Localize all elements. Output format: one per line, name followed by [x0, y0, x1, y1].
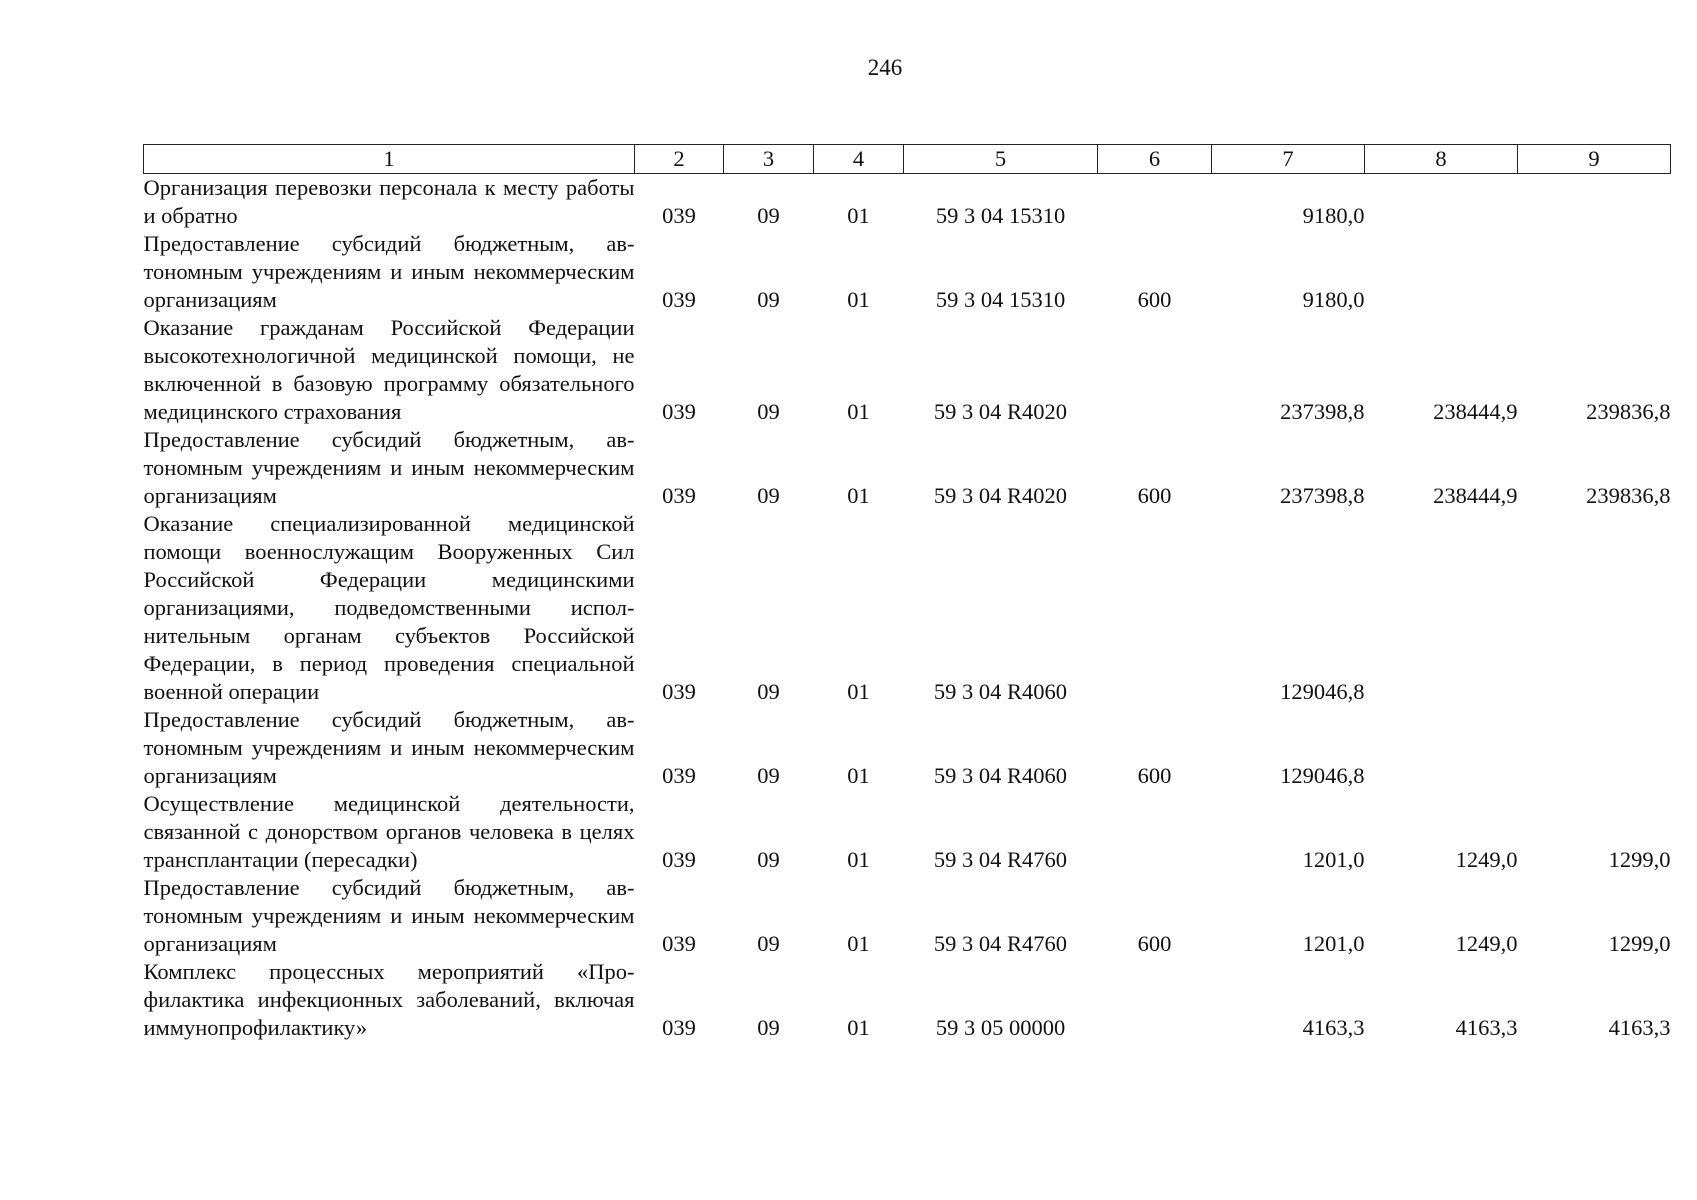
column-header-9: 9: [1518, 145, 1671, 174]
budget-table: [143, 144, 1671, 1042]
amount-year3-cell: [1518, 706, 1671, 790]
row-name-cell: Комплекс процессных мероприятий «Профилактика инфекционных заболеваний, включая иммунопрофилактику»: [143, 959, 635, 1040]
row-name-cell: Оказание специализированной медицинской помощи военнослужащим Вооруженных Сил Российской Федерации медицинскими организациями, подведомственными исполнительным органам субъектов Российской Федерации, в период проведения специальной военной операции: [143, 511, 635, 704]
amount-year2-cell: [1365, 510, 1518, 706]
section-code-cell: 09: [757, 847, 780, 872]
target-article-cell: 59 3 04 R4020: [933, 399, 1068, 424]
expense-type-cell: [1098, 174, 1212, 231]
amount-year2-cell: [1365, 230, 1518, 314]
amount-year3-cell: [1518, 174, 1671, 231]
subsection-code-cell: 01: [847, 203, 870, 228]
target-article-cell: 59 3 04 R4060: [933, 679, 1068, 704]
column-header-3: 3: [724, 145, 814, 174]
amount-year2-cell: 4163,3: [1455, 1015, 1518, 1040]
table-body: [144, 174, 1671, 1043]
table-row: [144, 510, 1671, 706]
subsection-code-cell: 01: [847, 1015, 870, 1040]
admin-code-cell: 039: [662, 483, 696, 508]
expense-type-cell: 600: [1137, 287, 1172, 312]
subsection-code-cell: 01: [847, 287, 870, 312]
column-header-4: 4: [814, 145, 904, 174]
amount-year2-cell: 238444,9: [1433, 483, 1518, 508]
section-code-cell: 09: [757, 203, 780, 228]
row-name-cell: Предоставление субсидий бюджетным, автономным учреждениям и иным некоммерческим организациям: [143, 231, 635, 312]
amount-year2-cell: [1365, 706, 1518, 790]
amount-year3-cell: [1518, 230, 1671, 314]
section-code-cell: 09: [757, 483, 780, 508]
expense-type-cell: [1098, 958, 1212, 1042]
amount-year2-cell: 238444,9: [1433, 399, 1518, 424]
subsection-code-cell: 01: [847, 847, 870, 872]
admin-code-cell: 039: [662, 203, 696, 228]
target-article-cell: 59 3 04 R4760: [933, 847, 1068, 872]
row-name-cell: Предоставление субсидий бюджетным, автономным учреждениям и иным некоммерческим организациям: [143, 427, 635, 508]
row-name-cell: Организация перевозки персонала к месту работы и обратно: [143, 175, 635, 228]
row-name-cell: Предоставление субсидий бюджетным, автономным учреждениям и иным некоммерческим организациям: [143, 875, 635, 956]
table-row: [144, 874, 1671, 958]
page-number: 246: [867, 55, 903, 80]
expense-type-cell: 600: [1137, 931, 1172, 956]
expense-type-cell: [1098, 314, 1212, 426]
amount-year2-cell: 1249,0: [1455, 847, 1518, 872]
amount-year3-cell: 239836,8: [1586, 483, 1671, 508]
row-name-cell: Оказание гражданам Российской Федерации высокотехнологичной медицинской помощи, не включенной в базовую программу обязательного медицинского страхования: [143, 315, 635, 424]
subsection-code-cell: 01: [847, 763, 870, 788]
subsection-code-cell: 01: [847, 483, 870, 508]
amount-year1-cell: 9180,0: [1302, 203, 1365, 228]
target-article-cell: 59 3 04 R4060: [933, 763, 1068, 788]
expense-type-cell: 600: [1137, 483, 1172, 508]
row-name-cell: Осуществление медицинской деятельности, связанной с донорством органов человека в целях трансплантации (пересадки): [143, 791, 635, 872]
table-row: [144, 174, 1671, 231]
column-header-5: 5: [904, 145, 1098, 174]
expense-type-cell: 600: [1137, 763, 1172, 788]
table-row: [144, 426, 1671, 510]
admin-code-cell: 039: [662, 399, 696, 424]
amount-year1-cell: 237398,8: [1280, 483, 1365, 508]
amount-year3-cell: 1299,0: [1608, 931, 1671, 956]
table-row: [144, 790, 1671, 874]
subsection-code-cell: 01: [847, 931, 870, 956]
table-row: [144, 958, 1671, 1042]
subsection-code-cell: 01: [847, 399, 870, 424]
amount-year1-cell: 4163,3: [1302, 1015, 1365, 1040]
column-header-6: 6: [1098, 145, 1212, 174]
amount-year3-cell: 1299,0: [1608, 847, 1671, 872]
admin-code-cell: 039: [662, 763, 696, 788]
admin-code-cell: 039: [662, 679, 696, 704]
amount-year3-cell: [1518, 510, 1671, 706]
amount-year3-cell: 4163,3: [1608, 1015, 1671, 1040]
table-row: [144, 706, 1671, 790]
amount-year2-cell: [1365, 174, 1518, 231]
amount-year3-cell: 239836,8: [1586, 399, 1671, 424]
amount-year2-cell: 1249,0: [1455, 931, 1518, 956]
section-code-cell: 09: [757, 399, 780, 424]
admin-code-cell: 039: [662, 931, 696, 956]
expense-type-cell: [1098, 790, 1212, 874]
target-article-cell: 59 3 04 15310: [935, 203, 1066, 228]
amount-year1-cell: 129046,8: [1280, 679, 1365, 704]
target-article-cell: 59 3 04 15310: [935, 287, 1066, 312]
table-header: [144, 145, 1671, 174]
table-row: [144, 230, 1671, 314]
expense-type-cell: [1098, 510, 1212, 706]
admin-code-cell: 039: [662, 287, 696, 312]
header-row: [144, 145, 1671, 174]
column-header-1: 1: [144, 145, 635, 174]
row-name-cell: Предоставление субсидий бюджетным, автономным учреждениям и иным некоммерческим организациям: [143, 707, 635, 788]
target-article-cell: 59 3 04 R4760: [933, 931, 1068, 956]
subsection-code-cell: 01: [847, 679, 870, 704]
section-code-cell: 09: [757, 763, 780, 788]
amount-year1-cell: 9180,0: [1302, 287, 1365, 312]
target-article-cell: 59 3 05 00000: [935, 1015, 1066, 1040]
column-header-8: 8: [1365, 145, 1518, 174]
section-code-cell: 09: [757, 287, 780, 312]
table-row: [144, 314, 1671, 426]
column-header-7: 7: [1212, 145, 1365, 174]
section-code-cell: 09: [757, 679, 780, 704]
admin-code-cell: 039: [662, 847, 696, 872]
amount-year1-cell: 1201,0: [1302, 931, 1365, 956]
admin-code-cell: 039: [662, 1015, 696, 1040]
section-code-cell: 09: [757, 1015, 780, 1040]
amount-year1-cell: 129046,8: [1280, 763, 1365, 788]
column-header-2: 2: [635, 145, 724, 174]
section-code-cell: 09: [757, 931, 780, 956]
amount-year1-cell: 237398,8: [1280, 399, 1365, 424]
amount-year1-cell: 1201,0: [1302, 847, 1365, 872]
target-article-cell: 59 3 04 R4020: [933, 483, 1068, 508]
